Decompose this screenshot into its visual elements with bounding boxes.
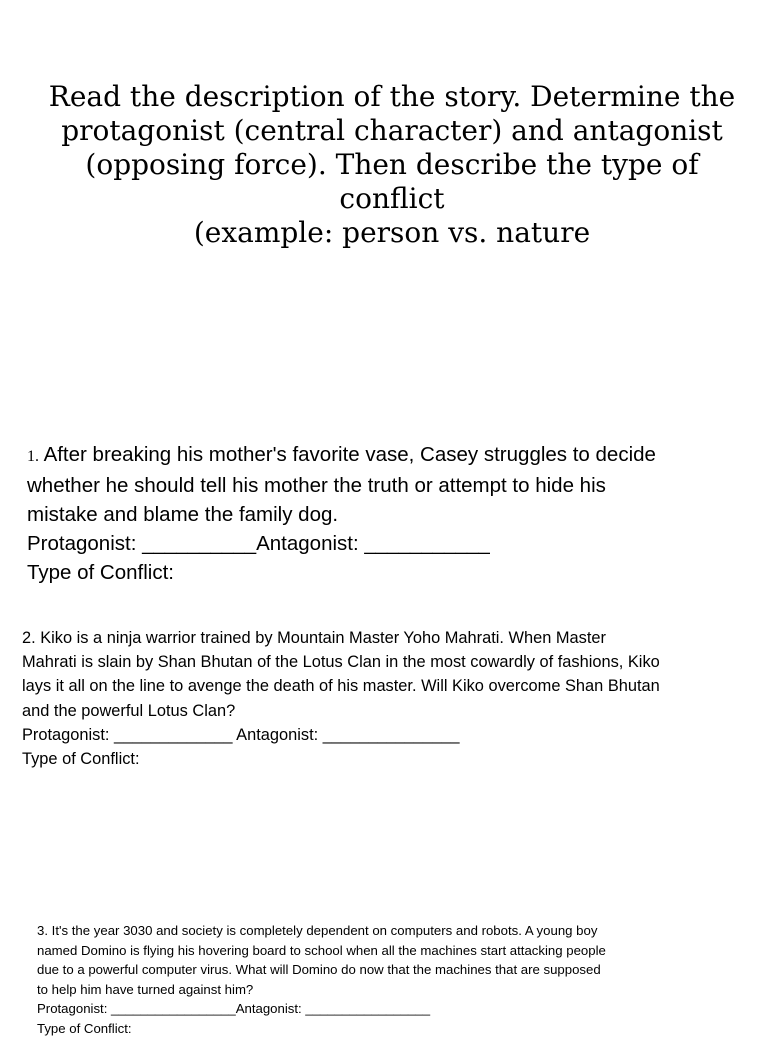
question-2-text — [22, 626, 752, 723]
question-1 — [27, 440, 747, 587]
question-3-conflict-line: Type of Conflict: — [37, 1019, 757, 1038]
question-2 — [22, 626, 752, 771]
question-1-text — [27, 440, 747, 529]
question-1-line-3: mistake and blame the family dog. — [27, 503, 338, 526]
question-3 — [37, 921, 757, 1038]
question-3-line-2: named Domino is flying his hovering board to school when all the machines start attacking people — [37, 943, 606, 958]
question-2-line-2: Mahrati is slain by Shan Bhutan of the Lotus Clan in the most cowardly of fashions, Kiko — [22, 653, 660, 671]
question-3-line-1: 3. It's the year 3030 and society is completely dependent on computers and robots. A young boy — [37, 923, 597, 938]
instructions-line-4: (example: person vs. nature — [194, 216, 590, 249]
question-1-line-1: After breaking his mother's favorite vase, Casey struggles to decide — [39, 443, 656, 466]
question-1-number: 1. — [27, 448, 39, 465]
question-2-line-3: lays it all on the line to avenge the death of his master. Will Kiko overcome Shan Bhutan — [22, 677, 660, 695]
question-2-line-4: and the powerful Lotus Clan? — [22, 702, 235, 720]
question-2-answer-line: Protagonist: _____________ Antagonist: _______________ — [22, 723, 752, 747]
instructions-line-3: (opposing force). Then describe the type of conflict — [85, 148, 698, 215]
instructions-heading — [40, 80, 744, 250]
question-3-text — [37, 921, 757, 999]
question-3-answer-line: Protagonist: _________________Antagonist: _________________ — [37, 999, 757, 1019]
question-3-line-4: to help him have turned against him? — [37, 982, 253, 997]
question-1-line-2: whether he should tell his mother the truth or attempt to hide his — [27, 474, 606, 497]
question-1-answer-line: Protagonist: __________Antagonist: ___________ — [27, 529, 747, 558]
question-3-line-3: due to a powerful computer virus. What will Domino do now that the machines that are supposed — [37, 962, 601, 977]
question-2-conflict-line: Type of Conflict: — [22, 747, 752, 771]
instructions-line-1: Read the description of the story. Determine the — [49, 80, 735, 113]
question-2-line-1: 2. Kiko is a ninja warrior trained by Mountain Master Yoho Mahrati. When Master — [22, 629, 606, 647]
question-1-conflict-line: Type of Conflict: — [27, 558, 747, 587]
instructions-line-2: protagonist (central character) and antagonist — [61, 114, 723, 147]
